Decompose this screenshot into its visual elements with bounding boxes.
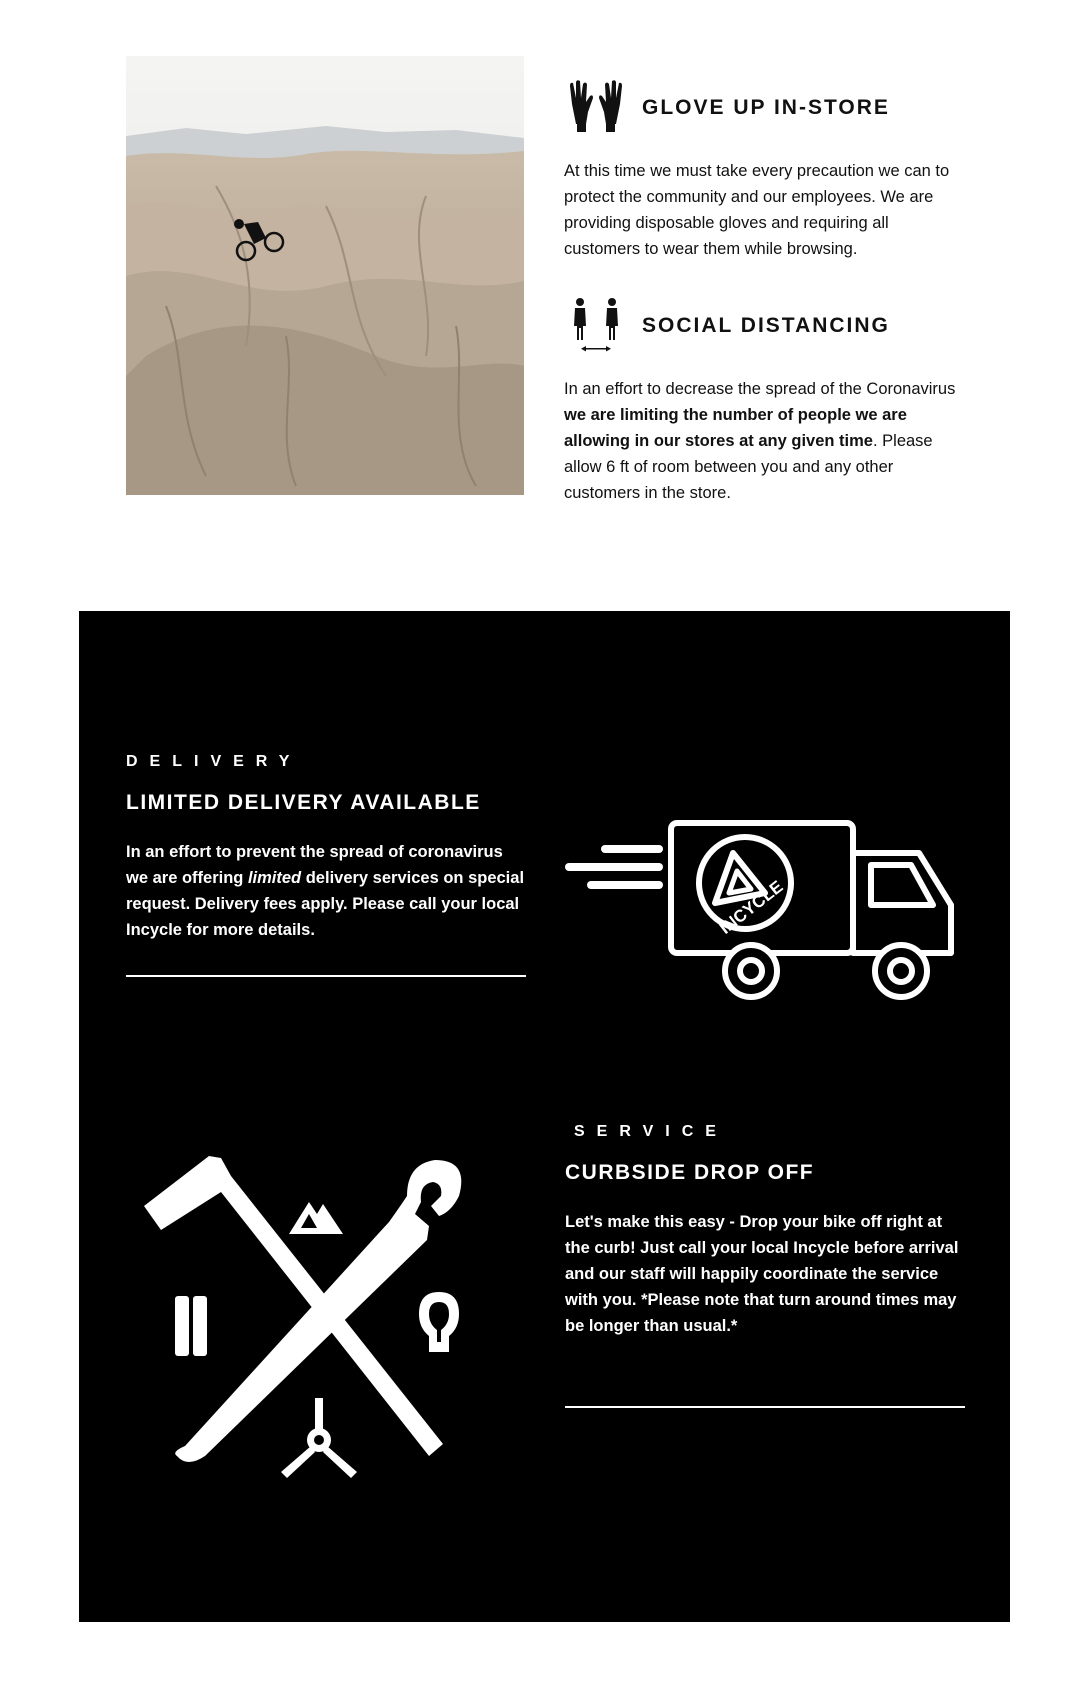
bike-tools-icon (139, 1156, 499, 1486)
glove-section (564, 78, 964, 262)
delivery-body-pre: In an effort to prevent the spread of coronavirus we are offering (126, 843, 503, 887)
gloves-icon (564, 78, 628, 138)
delivery-body-em: limited (247, 869, 302, 887)
service-text (565, 1123, 965, 1339)
distancing-body-pre: In an effort to decrease the spread of the Coronavirus (564, 380, 956, 398)
service-kicker: SERVICE (574, 1123, 728, 1140)
services-panel (79, 611, 1010, 1622)
distancing-body-bold: we are limiting the number of people we are allowing in our stores at any given time (564, 406, 907, 450)
distancing-body (564, 376, 964, 506)
service-divider (565, 1406, 965, 1408)
distancing-title: SOCIAL DISTANCING (642, 314, 890, 337)
delivery-title: LIMITED DELIVERY AVAILABLE (126, 791, 481, 814)
delivery-body (126, 839, 526, 943)
truck-logo-text: INCYCLE (716, 876, 787, 938)
service-title: CURBSIDE DROP OFF (565, 1161, 815, 1184)
mountain-bike-photo (126, 56, 524, 495)
distancing-section (564, 296, 964, 506)
distancing-body-post: . Please allow 6 ft of room between you and any other customers in the store. (564, 432, 933, 502)
delivery-text (126, 753, 526, 943)
delivery-kicker: DELIVERY (126, 753, 302, 770)
glove-title: GLOVE UP IN-STORE (642, 96, 890, 119)
social-distancing-icon (564, 296, 628, 356)
delivery-truck-icon (565, 819, 965, 1009)
service-body: Let's make this easy - Drop your bike off right at the curb! Just call your local Incycle before arrival and our staff will happily coordinate the service with you. *Please note that turn around times may be longer than usual.* (565, 1213, 959, 1335)
delivery-divider (126, 975, 526, 977)
delivery-body-post: delivery services on special request. Delivery fees apply. Please call your local Incycle for more details. (126, 869, 525, 939)
glove-body: At this time we must take every precaution we can to protect the community and our employees. We are providing disposable gloves and requiring all customers to wear them while browsing. (564, 162, 950, 258)
